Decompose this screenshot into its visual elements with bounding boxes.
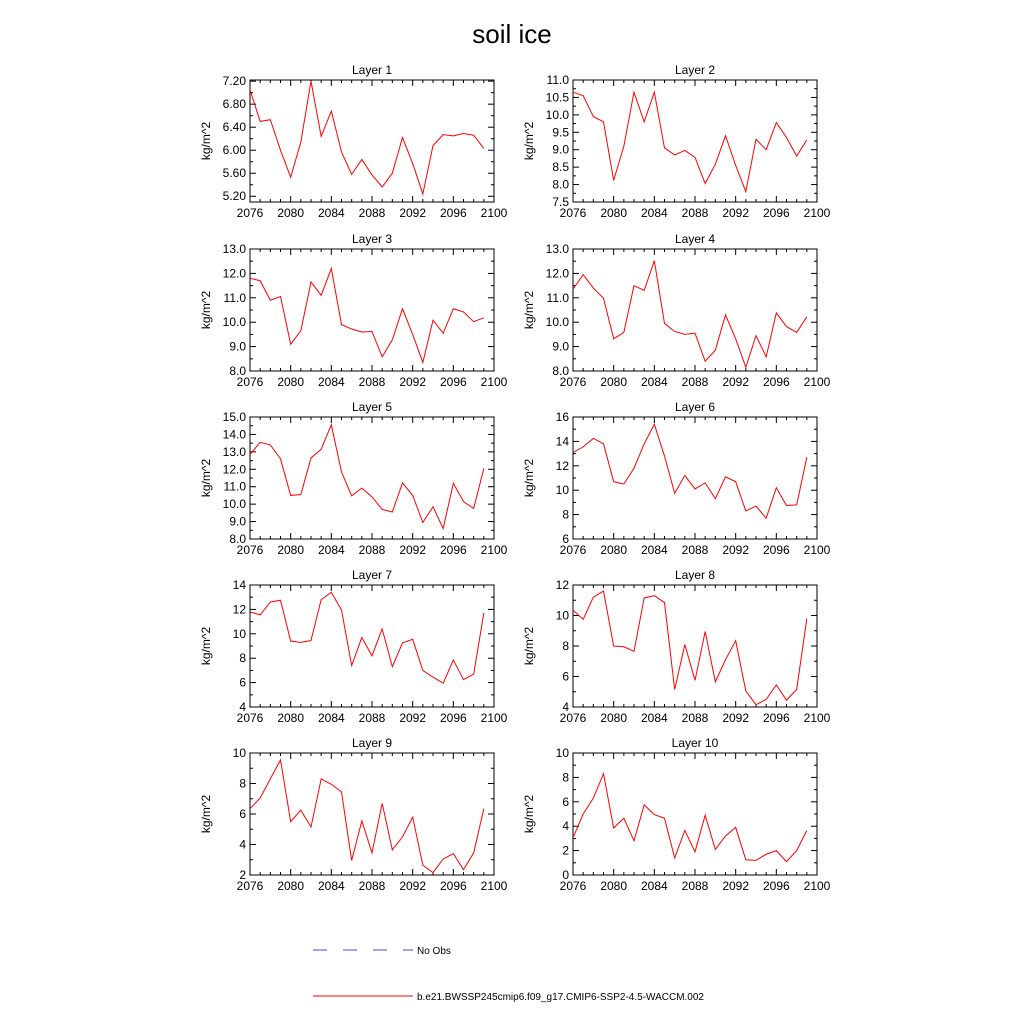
series-line [250, 269, 484, 363]
y-tick-label: 14 [232, 578, 246, 592]
plot-frame [250, 417, 494, 539]
x-tick-label: 2088 [358, 879, 386, 893]
x-tick-label: 2092 [722, 543, 750, 557]
y-tick-label: 8 [239, 776, 246, 791]
y-tick-label: 2 [239, 868, 246, 882]
panel-layer-10 [522, 736, 831, 893]
y-tick-label: 8.0 [229, 532, 246, 546]
y-tick-label: 10.5 [545, 90, 569, 105]
y-tick-label: 12 [555, 458, 569, 473]
y-tick-label: 11.0 [223, 290, 246, 305]
y-tick-label: 9.0 [552, 339, 569, 354]
x-tick-label: 2084 [317, 711, 345, 725]
x-tick-label: 2096 [439, 543, 467, 557]
x-tick-label: 2096 [762, 879, 790, 893]
panel-title: Layer 3 [351, 232, 393, 246]
x-tick-label: 2076 [236, 375, 264, 389]
y-tick-label: 9.0 [229, 514, 246, 529]
series-line [250, 81, 484, 194]
x-tick-label: 2096 [439, 711, 467, 725]
x-tick-label: 2096 [762, 375, 790, 389]
x-tick-label: 2084 [317, 543, 345, 557]
x-tick-label: 2080 [277, 375, 305, 389]
x-tick-label: 2088 [681, 711, 709, 725]
x-tick-label: 2084 [317, 879, 345, 893]
legend-item-obs [313, 946, 451, 957]
y-tick-label: 13.0 [545, 242, 569, 256]
x-tick-label: 2100 [480, 206, 508, 220]
panel-layer-8 [522, 568, 831, 725]
x-tick-label: 2076 [236, 711, 264, 725]
x-tick-label: 2096 [762, 543, 790, 557]
y-tick-label: 8 [562, 639, 569, 653]
x-tick-label: 2076 [559, 206, 587, 220]
x-tick-label: 2084 [317, 206, 345, 220]
y-tick-label: 8.0 [552, 177, 569, 192]
panel-layer-9 [199, 736, 508, 893]
x-tick-label: 2092 [722, 375, 750, 389]
y-tick-label: 8.0 [229, 364, 246, 378]
y-axis-label: kg/m^2 [522, 458, 536, 498]
y-tick-label: 10 [555, 746, 569, 760]
y-tick-label: 7.20 [222, 74, 246, 89]
x-tick-label: 2088 [358, 543, 386, 557]
x-tick-label: 2100 [480, 711, 508, 725]
y-tick-label: 10.0 [545, 315, 569, 330]
x-tick-label: 2080 [600, 375, 628, 389]
y-tick-label: 5.20 [222, 189, 246, 204]
panel-title: Layer 7 [351, 568, 393, 582]
y-tick-label: 6.40 [222, 120, 246, 135]
legend-label-obs: No Obs [417, 946, 451, 957]
panel-title: Layer 6 [674, 400, 716, 414]
x-tick-label: 2100 [803, 879, 831, 893]
panel-layer-3 [199, 232, 508, 389]
plot-frame [250, 585, 494, 707]
x-tick-label: 2100 [803, 711, 831, 725]
x-tick-label: 2076 [559, 711, 587, 725]
x-tick-label: 2100 [803, 375, 831, 389]
plot-frame [250, 80, 494, 202]
y-tick-label: 8 [239, 651, 246, 666]
panel-title: Layer 8 [674, 568, 716, 582]
y-tick-label: 12.0 [222, 266, 246, 281]
x-tick-label: 2080 [277, 543, 305, 557]
x-tick-label: 2096 [762, 206, 790, 220]
y-tick-label: 6 [562, 532, 569, 546]
x-tick-label: 2076 [559, 543, 587, 557]
y-tick-label: 4 [239, 837, 246, 852]
panel-title: Layer 5 [351, 400, 393, 414]
x-tick-label: 2096 [439, 375, 467, 389]
y-tick-label: 7.5 [552, 195, 569, 209]
x-tick-label: 2084 [317, 375, 345, 389]
y-tick-label: 12.0 [545, 266, 569, 281]
y-tick-label: 10 [555, 608, 569, 623]
x-tick-label: 2092 [399, 879, 427, 893]
x-tick-label: 2100 [480, 375, 508, 389]
x-tick-label: 2100 [803, 206, 831, 220]
y-tick-label: 11.0 [223, 479, 246, 494]
series-line [250, 425, 484, 529]
y-tick-label: 8.5 [552, 160, 569, 175]
y-tick-label: 6 [239, 807, 246, 821]
panel-layer-2 [522, 63, 831, 220]
x-tick-label: 2092 [399, 711, 427, 725]
x-tick-label: 2092 [722, 711, 750, 725]
x-tick-label: 2080 [277, 206, 305, 220]
x-tick-label: 2084 [640, 206, 668, 220]
y-tick-label: 12 [555, 578, 569, 592]
series-line [250, 760, 484, 873]
y-tick-label: 10 [555, 483, 569, 498]
y-tick-label: 8.0 [552, 364, 569, 378]
y-tick-label: 6 [562, 669, 569, 684]
figure-title: soil ice [472, 19, 552, 49]
y-tick-label: 6 [562, 794, 569, 809]
y-tick-label: 9.0 [229, 339, 246, 354]
x-tick-label: 2092 [399, 375, 427, 389]
x-tick-label: 2096 [762, 711, 790, 725]
y-axis-label: kg/m^2 [522, 121, 536, 161]
y-tick-label: 8 [562, 507, 569, 522]
legend-label-model: b.e21.BWSSP245cmip6.f09_g17.CMIP6-SSP2-4.5-WACCM.002 [417, 992, 704, 1003]
panel-title: Layer 1 [351, 63, 393, 77]
x-tick-label: 2080 [277, 711, 305, 725]
x-tick-label: 2076 [559, 375, 587, 389]
y-tick-label: 11.0 [546, 290, 569, 305]
x-tick-label: 2076 [559, 879, 587, 893]
y-tick-label: 14 [555, 434, 569, 449]
y-tick-label: 2 [562, 843, 569, 858]
y-axis-label: kg/m^2 [199, 458, 213, 498]
panel-title: Layer 9 [351, 736, 393, 750]
legend [313, 946, 704, 1003]
y-tick-label: 13.0 [222, 242, 246, 256]
y-axis-label: kg/m^2 [199, 121, 213, 161]
x-tick-label: 2088 [358, 206, 386, 220]
panel-layer-5 [199, 400, 508, 557]
panel-layer-6 [522, 400, 831, 557]
x-tick-label: 2080 [277, 879, 305, 893]
x-tick-label: 2088 [358, 711, 386, 725]
y-tick-label: 4 [562, 700, 569, 714]
y-tick-label: 9.0 [552, 142, 569, 157]
series-line [573, 261, 807, 368]
plot-frame [573, 249, 817, 371]
x-tick-label: 2084 [640, 543, 668, 557]
y-tick-label: 10 [232, 746, 246, 760]
x-tick-label: 2092 [399, 543, 427, 557]
y-tick-label: 6.00 [222, 143, 246, 158]
panel-title: Layer 4 [674, 232, 716, 246]
x-tick-label: 2092 [399, 206, 427, 220]
x-tick-label: 2088 [358, 375, 386, 389]
y-tick-label: 10 [232, 626, 246, 641]
x-tick-label: 2096 [439, 206, 467, 220]
y-axis-label: kg/m^2 [199, 290, 213, 330]
x-tick-label: 2076 [236, 206, 264, 220]
panels [199, 63, 831, 893]
plot-frame [573, 417, 817, 539]
plot-frame [250, 753, 494, 875]
x-tick-label: 2088 [681, 206, 709, 220]
y-axis-label: kg/m^2 [199, 794, 213, 834]
y-tick-label: 9.5 [552, 125, 569, 140]
x-tick-label: 2088 [681, 879, 709, 893]
y-tick-label: 10.0 [222, 497, 246, 512]
x-tick-label: 2080 [600, 711, 628, 725]
y-tick-label: 6 [239, 675, 246, 690]
y-tick-label: 10.0 [545, 107, 569, 122]
x-tick-label: 2100 [480, 879, 508, 893]
y-tick-label: 11.0 [546, 73, 569, 87]
y-tick-label: 12 [232, 602, 246, 617]
series-line [250, 592, 484, 683]
x-tick-label: 2084 [640, 375, 668, 389]
y-tick-label: 16 [555, 410, 569, 424]
y-axis-label: kg/m^2 [522, 626, 536, 666]
x-tick-label: 2080 [600, 879, 628, 893]
x-tick-label: 2088 [681, 543, 709, 557]
y-tick-label: 15.0 [222, 410, 246, 424]
y-tick-label: 12.0 [222, 462, 246, 477]
y-tick-label: 8 [562, 770, 569, 785]
x-tick-label: 2084 [640, 711, 668, 725]
plot-frame [573, 80, 817, 202]
x-tick-label: 2080 [600, 206, 628, 220]
y-axis-label: kg/m^2 [522, 794, 536, 834]
panel-title: Layer 10 [671, 736, 719, 750]
y-tick-label: 14.0 [222, 427, 246, 442]
x-tick-label: 2092 [722, 206, 750, 220]
x-tick-label: 2100 [803, 543, 831, 557]
plot-frame [573, 753, 817, 875]
x-tick-label: 2096 [439, 879, 467, 893]
y-tick-label: 0 [562, 868, 569, 882]
x-tick-label: 2100 [480, 543, 508, 557]
series-line [573, 774, 807, 862]
y-tick-label: 6.80 [222, 97, 246, 112]
series-line [573, 424, 807, 518]
x-tick-label: 2084 [640, 879, 668, 893]
x-tick-label: 2076 [236, 543, 264, 557]
y-axis-label: kg/m^2 [522, 290, 536, 330]
panel-layer-7 [199, 568, 508, 725]
x-tick-label: 2076 [236, 879, 264, 893]
x-tick-label: 2088 [681, 375, 709, 389]
series-line [573, 92, 807, 191]
y-tick-label: 5.60 [222, 166, 246, 181]
panel-title: Layer 2 [674, 63, 716, 77]
y-axis-label: kg/m^2 [199, 626, 213, 666]
x-tick-label: 2092 [722, 879, 750, 893]
y-tick-label: 4 [562, 819, 569, 834]
plot-frame [573, 585, 817, 707]
panel-layer-1 [199, 63, 508, 220]
y-tick-label: 10.0 [222, 315, 246, 330]
series-line [573, 591, 807, 705]
legend-item-model [313, 992, 704, 1003]
panel-layer-4 [522, 232, 831, 389]
y-tick-label: 4 [239, 700, 246, 714]
y-tick-label: 13.0 [222, 444, 246, 459]
x-tick-label: 2080 [600, 543, 628, 557]
